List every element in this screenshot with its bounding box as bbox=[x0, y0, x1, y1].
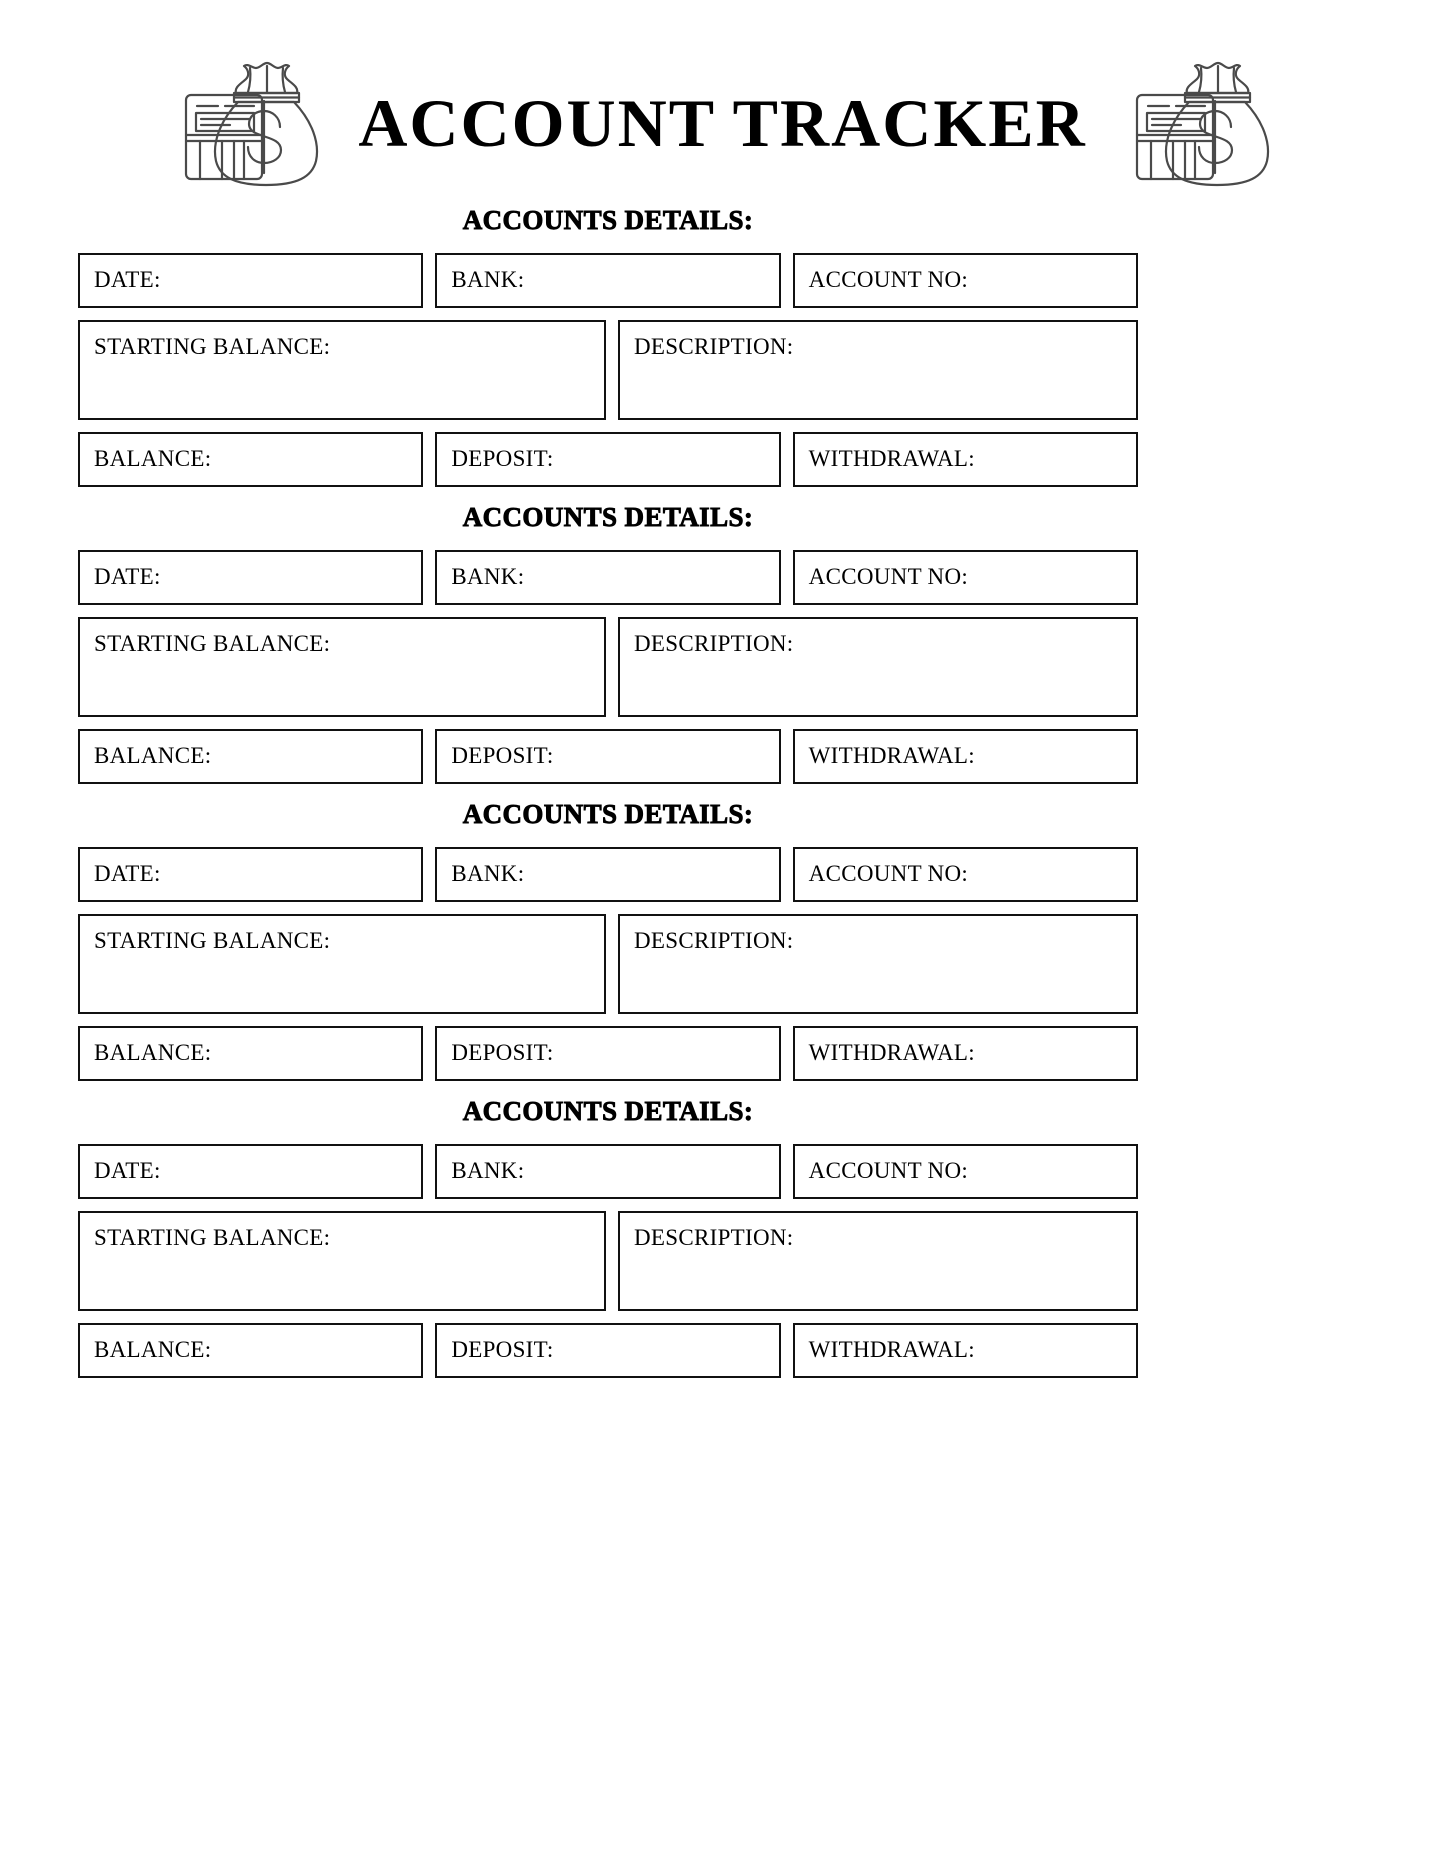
bank-label: BANK: bbox=[451, 861, 525, 886]
account-no-field[interactable] bbox=[793, 253, 1138, 308]
description-label: DESCRIPTION: bbox=[634, 928, 794, 953]
date-field[interactable] bbox=[78, 1144, 423, 1199]
withdrawal-label: WITHDRAWAL: bbox=[808, 743, 975, 768]
section-heading: ACCOUNTS DETAILS: bbox=[462, 799, 754, 829]
starting-balance-label: STARTING BALANCE: bbox=[94, 1225, 331, 1250]
withdrawal-label: WITHDRAWAL: bbox=[808, 1040, 975, 1065]
description-field[interactable] bbox=[618, 1211, 1138, 1311]
balance-label: BALANCE: bbox=[94, 446, 212, 471]
starting-balance-label: STARTING BALANCE: bbox=[94, 928, 331, 953]
account-section bbox=[78, 190, 1138, 487]
sections-container bbox=[78, 190, 1138, 1378]
row-starting-balance-description bbox=[78, 320, 1138, 420]
page-title: ACCOUNT TRACKER bbox=[358, 85, 1087, 161]
starting-balance-field[interactable] bbox=[78, 320, 606, 420]
description-field[interactable] bbox=[618, 617, 1138, 717]
deposit-field[interactable] bbox=[435, 1026, 780, 1081]
description-label: DESCRIPTION: bbox=[634, 334, 794, 359]
row-balance-deposit-withdrawal bbox=[78, 729, 1138, 784]
balance-label: BALANCE: bbox=[94, 1337, 212, 1362]
withdrawal-field[interactable] bbox=[793, 1026, 1138, 1081]
starting-balance-field[interactable] bbox=[78, 617, 606, 717]
deposit-label: DEPOSIT: bbox=[451, 743, 554, 768]
bank-field[interactable] bbox=[435, 550, 780, 605]
section-heading: ACCOUNTS DETAILS: bbox=[462, 502, 754, 532]
starting-balance-field[interactable] bbox=[78, 1211, 606, 1311]
row-balance-deposit-withdrawal bbox=[78, 1323, 1138, 1378]
money-bag-check-icon bbox=[1123, 51, 1273, 196]
balance-field[interactable] bbox=[78, 432, 423, 487]
account-section bbox=[78, 487, 1138, 784]
balance-field[interactable] bbox=[78, 1026, 423, 1081]
bank-field[interactable] bbox=[435, 1144, 780, 1199]
deposit-field[interactable] bbox=[435, 1323, 780, 1378]
account-no-label: ACCOUNT NO: bbox=[808, 267, 969, 292]
row-date-bank-account bbox=[78, 1144, 1138, 1199]
deposit-label: DEPOSIT: bbox=[451, 1040, 554, 1065]
row-date-bank-account bbox=[78, 550, 1138, 605]
description-label: DESCRIPTION: bbox=[634, 1225, 794, 1250]
row-balance-deposit-withdrawal bbox=[78, 1026, 1138, 1081]
date-field[interactable] bbox=[78, 847, 423, 902]
balance-label: BALANCE: bbox=[94, 1040, 212, 1065]
withdrawal-field[interactable] bbox=[793, 1323, 1138, 1378]
date-label: DATE: bbox=[94, 564, 161, 589]
date-label: DATE: bbox=[94, 267, 161, 292]
starting-balance-field[interactable] bbox=[78, 914, 606, 1014]
row-starting-balance-description bbox=[78, 617, 1138, 717]
description-label: DESCRIPTION: bbox=[634, 631, 794, 656]
account-no-label: ACCOUNT NO: bbox=[808, 1158, 969, 1183]
date-field[interactable] bbox=[78, 253, 423, 308]
balance-field[interactable] bbox=[78, 1323, 423, 1378]
row-starting-balance-description bbox=[78, 914, 1138, 1014]
account-no-label: ACCOUNT NO: bbox=[808, 564, 969, 589]
section-heading: ACCOUNTS DETAILS: bbox=[462, 205, 754, 235]
account-no-field[interactable] bbox=[793, 847, 1138, 902]
deposit-label: DEPOSIT: bbox=[451, 446, 554, 471]
row-date-bank-account bbox=[78, 253, 1138, 308]
date-label: DATE: bbox=[94, 1158, 161, 1183]
balance-field[interactable] bbox=[78, 729, 423, 784]
bank-field[interactable] bbox=[435, 253, 780, 308]
deposit-field[interactable] bbox=[435, 432, 780, 487]
bank-label: BANK: bbox=[451, 564, 525, 589]
row-balance-deposit-withdrawal bbox=[78, 432, 1138, 487]
date-field[interactable] bbox=[78, 550, 423, 605]
account-no-field[interactable] bbox=[793, 1144, 1138, 1199]
bank-label: BANK: bbox=[451, 1158, 525, 1183]
date-label: DATE: bbox=[94, 861, 161, 886]
starting-balance-label: STARTING BALANCE: bbox=[94, 631, 331, 656]
section-heading: ACCOUNTS DETAILS: bbox=[462, 1096, 754, 1126]
withdrawal-label: WITHDRAWAL: bbox=[808, 446, 975, 471]
page-header bbox=[0, 0, 1445, 190]
balance-label: BALANCE: bbox=[94, 743, 212, 768]
account-section bbox=[78, 784, 1138, 1081]
row-starting-balance-description bbox=[78, 1211, 1138, 1311]
money-bag-check-icon bbox=[172, 51, 322, 196]
starting-balance-label: STARTING BALANCE: bbox=[94, 334, 331, 359]
deposit-field[interactable] bbox=[435, 729, 780, 784]
account-no-label: ACCOUNT NO: bbox=[808, 861, 969, 886]
bank-field[interactable] bbox=[435, 847, 780, 902]
row-date-bank-account bbox=[78, 847, 1138, 902]
account-section bbox=[78, 1081, 1138, 1378]
description-field[interactable] bbox=[618, 320, 1138, 420]
bank-label: BANK: bbox=[451, 267, 525, 292]
withdrawal-label: WITHDRAWAL: bbox=[808, 1337, 975, 1362]
deposit-label: DEPOSIT: bbox=[451, 1337, 554, 1362]
description-field[interactable] bbox=[618, 914, 1138, 1014]
withdrawal-field[interactable] bbox=[793, 729, 1138, 784]
withdrawal-field[interactable] bbox=[793, 432, 1138, 487]
account-no-field[interactable] bbox=[793, 550, 1138, 605]
